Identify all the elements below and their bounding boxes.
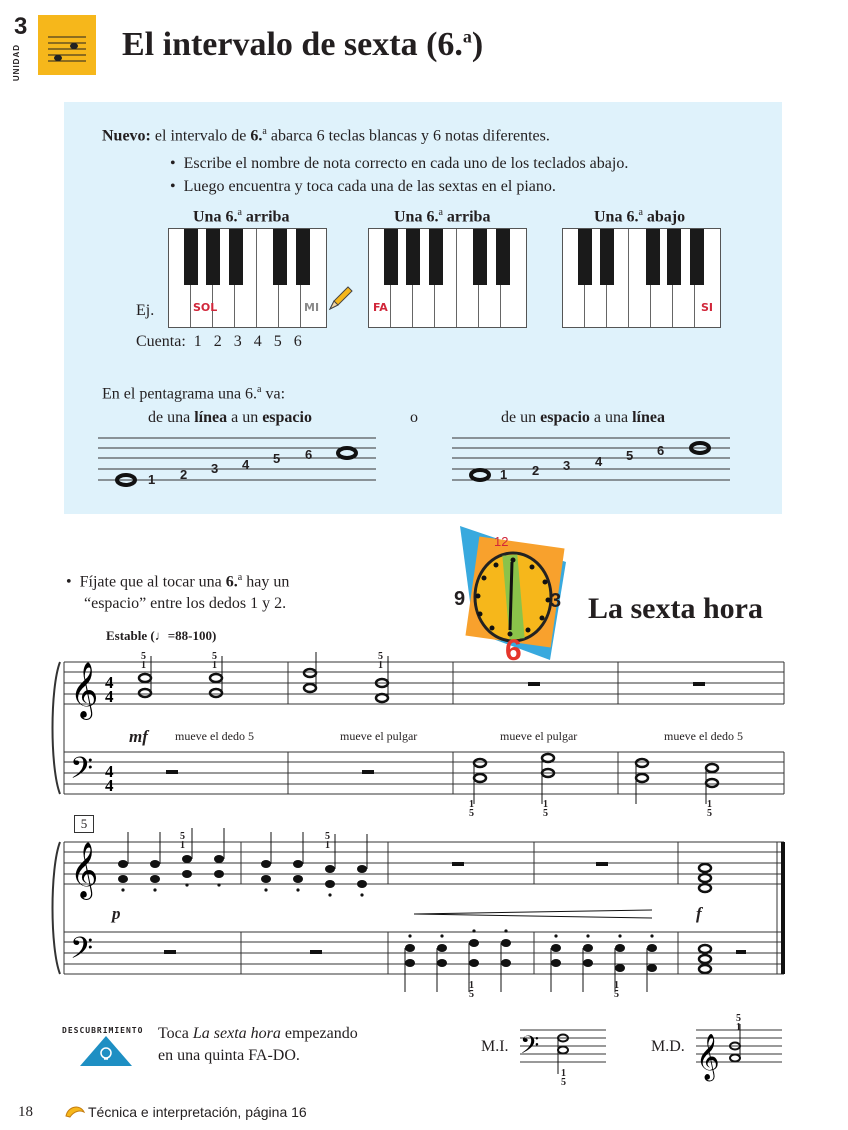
fingering: 1 5 bbox=[543, 799, 548, 819]
step-5: 5 bbox=[626, 448, 634, 463]
fingering: 1 5 bbox=[707, 799, 712, 819]
step-3: 3 bbox=[563, 458, 571, 473]
svg-text:𝄞: 𝄞 bbox=[70, 842, 99, 898]
keyboard-2-label: Una 6.$^a$ arriba bbox=[394, 207, 491, 226]
svg-text:4: 4 bbox=[105, 762, 114, 781]
svg-text:𝄢: 𝄢 bbox=[70, 752, 94, 793]
piece-note-2: “espacio” entre los dedos 1 y 2. bbox=[84, 595, 287, 612]
staff-line-to-space bbox=[98, 432, 378, 492]
lightbulb-icon bbox=[80, 1036, 132, 1066]
dynamic-mf: mf bbox=[129, 727, 148, 746]
hands-icon bbox=[64, 1102, 86, 1120]
fingering: 1 5 bbox=[469, 799, 474, 819]
tempo-marking: Estable (♩=88-100) bbox=[106, 628, 217, 643]
footer-reference: Técnica e interpretación, página 16 bbox=[88, 1104, 307, 1120]
key-label-si: SI bbox=[701, 301, 714, 314]
piece-title: La sexta hora bbox=[588, 592, 763, 625]
unit-number: 3 bbox=[14, 13, 28, 40]
svg-text:𝄢: 𝄢 bbox=[520, 1031, 540, 1066]
step-6: 6 bbox=[657, 443, 665, 458]
instruction-3: mueve el pulgar bbox=[500, 729, 578, 743]
step-5: 5 bbox=[273, 451, 281, 466]
svg-text:4: 4 bbox=[105, 776, 114, 795]
page-title: El intervalo de sexta (6.$^a$) bbox=[122, 26, 484, 63]
staff-or: o bbox=[410, 409, 418, 426]
step-4: 4 bbox=[595, 454, 603, 469]
step-1: 1 bbox=[148, 472, 156, 487]
discovery-text: Toca La sexta hora empezando bbox=[158, 1025, 358, 1042]
svg-text:𝄢: 𝄢 bbox=[70, 932, 94, 973]
keyboard-3 bbox=[562, 228, 721, 328]
keyboard-1-label: Una 6.$^a$ arriba bbox=[193, 207, 290, 226]
clock-3: 3 bbox=[550, 590, 562, 612]
music-system-2 bbox=[48, 828, 788, 998]
fingering: 5 1 bbox=[212, 651, 217, 671]
step-2: 2 bbox=[532, 463, 540, 478]
key-label-fa: FA bbox=[373, 301, 388, 314]
step-3: 3 bbox=[211, 461, 219, 476]
svg-text:𝄞: 𝄞 bbox=[696, 1034, 720, 1080]
keyboard-1 bbox=[168, 228, 327, 328]
unit-icon bbox=[38, 15, 96, 75]
clock-6: 6 bbox=[505, 634, 522, 667]
step-4: 4 bbox=[242, 457, 250, 472]
fingering: 1 5 bbox=[469, 980, 474, 1000]
fingering: 1 5 bbox=[561, 1068, 566, 1088]
fingering: 5 1 bbox=[378, 651, 383, 671]
keyboard-3-label: Una 6.$^a$ abajo bbox=[594, 207, 686, 226]
right-hand-label: M.D. bbox=[651, 1038, 685, 1055]
svg-text:𝄞: 𝄞 bbox=[70, 662, 99, 718]
count-row: Cuenta: 1 2 3 4 5 6 bbox=[136, 333, 302, 350]
fingering: 1 5 bbox=[614, 980, 619, 1000]
staff-intro: En el pentagrama una 6.$^a$ va: bbox=[102, 384, 286, 403]
staff-right-caption: de un espacio a una línea bbox=[501, 409, 665, 426]
music-system-1 bbox=[48, 648, 788, 808]
discovery-text-2: en una quinta FA-DO. bbox=[158, 1047, 300, 1064]
bullet-2: • Luego encuentra y toca cada una de las sextas en el piano. bbox=[170, 178, 556, 195]
keyboard-2 bbox=[368, 228, 527, 328]
bullet-1: • Escribe el nombre de nota correcto en cada uno de los teclados abajo. bbox=[170, 155, 629, 172]
discovery-label: DESCUBRIMIENTO bbox=[62, 1026, 144, 1035]
fingering: 5 1 bbox=[325, 831, 330, 851]
fingering: 5 1 bbox=[736, 1013, 741, 1033]
staff-space-to-line bbox=[452, 432, 732, 492]
clock-12: 12 bbox=[494, 534, 509, 549]
example-label: Ej. bbox=[136, 302, 155, 319]
step-2: 2 bbox=[180, 467, 188, 482]
instruction-2: mueve el pulgar bbox=[340, 729, 418, 743]
key-label-mi: MI bbox=[304, 301, 320, 314]
dynamic-f: f bbox=[696, 904, 702, 923]
piece-note: • Fíjate que al tocar una 6.$^a$ hay un bbox=[66, 572, 290, 591]
clock-9: 9 bbox=[454, 588, 466, 610]
instruction-4: mueve el dedo 5 bbox=[664, 729, 743, 743]
key-label-sol: SOL bbox=[193, 301, 218, 314]
fingering: 5 1 bbox=[141, 651, 146, 671]
pencil-icon bbox=[326, 283, 354, 313]
page-number: 18 bbox=[18, 1104, 33, 1120]
intro-line: Nuevo: el intervalo de 6.$^a$ abarca 6 teclas blancas y 6 notas diferentes. bbox=[102, 126, 550, 145]
step-1: 1 bbox=[500, 467, 508, 482]
unit-word: UNIDAD bbox=[12, 44, 21, 82]
step-6: 6 bbox=[305, 447, 313, 462]
fingering: 5 1 bbox=[180, 831, 185, 851]
instruction-1: mueve el dedo 5 bbox=[175, 729, 254, 743]
left-hand-label: M.I. bbox=[481, 1038, 509, 1055]
svg-text:4: 4 bbox=[105, 673, 114, 692]
measure-number: 5 bbox=[74, 815, 94, 833]
staff-left-caption: de una línea a un espacio bbox=[148, 409, 312, 426]
dynamic-p: p bbox=[112, 904, 121, 923]
staff-icon bbox=[38, 15, 96, 75]
svg-text:4: 4 bbox=[105, 687, 114, 706]
